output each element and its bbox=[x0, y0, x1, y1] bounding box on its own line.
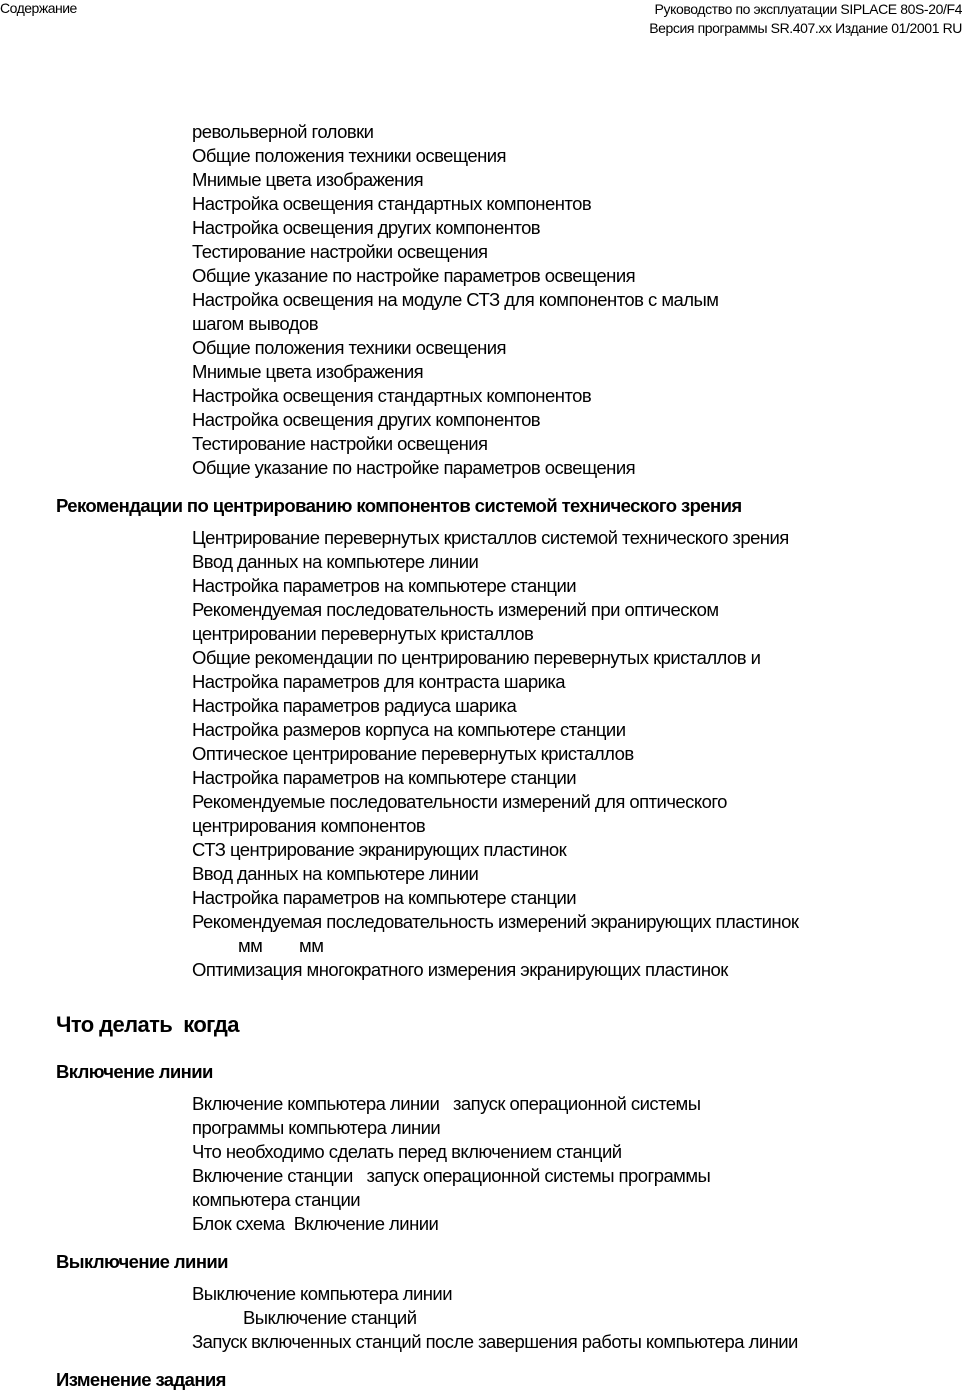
toc-entry[interactable]: Выключение компьютера линии bbox=[192, 1283, 452, 1304]
toc-entry[interactable]: Общие указание по настройке параметров освещения bbox=[192, 265, 636, 286]
toc-entry[interactable]: Настройка параметров на компьютере станции bbox=[192, 575, 577, 596]
toc-entry[interactable]: Общие положения техники освещения bbox=[192, 145, 507, 166]
toc-entry[interactable]: Ввод данных на компьютере линии bbox=[192, 551, 479, 572]
toc-entry[interactable]: Общие положения техники освещения bbox=[192, 337, 507, 358]
toc-entry[interactable]: Настройка освещения стандартных компонентов bbox=[192, 193, 592, 214]
toc-entry[interactable]: Настройка параметров радиуса шарика bbox=[192, 695, 517, 716]
header-manual-info bbox=[649, 0, 962, 38]
toc-entry[interactable]: Настройка параметров для контраста шарика bbox=[192, 671, 566, 692]
toc-entry[interactable]: револьверной головки bbox=[192, 121, 374, 142]
toc-entry[interactable]: Настройка освещения других компонентов bbox=[192, 409, 541, 430]
toc-entry[interactable]: Включение станции запуск операционной системы программы bbox=[192, 1165, 711, 1186]
toc-entry[interactable]: Блок схема Включение линии bbox=[192, 1213, 439, 1234]
toc-entry[interactable]: Настройка освещения стандартных компонентов bbox=[192, 385, 592, 406]
toc-entry[interactable]: Настройка параметров на компьютере станции bbox=[192, 887, 577, 908]
toc-entry[interactable]: Запуск включенных станций после завершения работы компьютера линии bbox=[192, 1331, 798, 1352]
section-heading[interactable]: Включение линии bbox=[56, 1061, 213, 1082]
toc-entry[interactable]: Что необходимо сделать перед включением станций bbox=[192, 1141, 622, 1162]
toc-entry[interactable]: центрировании перевернутых кристаллов bbox=[192, 623, 534, 644]
toc-entry[interactable]: Оптимизация многократного измерения экранирующих пластинок bbox=[192, 959, 728, 980]
toc-entry[interactable]: Оптическое центрирование перевернутых кристаллов bbox=[192, 743, 634, 764]
toc-entry[interactable]: мм мм bbox=[238, 935, 324, 956]
toc-entry[interactable]: Общие рекомендации по центрированию перевернутых кристаллов и bbox=[192, 647, 761, 668]
toc-entry[interactable]: Центрирование перевернутых кристаллов системой технического зрения bbox=[192, 527, 789, 548]
toc-entry[interactable]: Настройка освещения на модуле СТЗ для компонентов с малым bbox=[192, 289, 719, 310]
header-manual-title: Руководство по эксплуатации SIPLACE 80S-20/F4 bbox=[654, 1, 962, 17]
toc-entry[interactable]: Рекомендуемые последовательности измерений для оптического bbox=[192, 791, 727, 812]
toc-entry[interactable]: центрирования компонентов bbox=[192, 815, 426, 836]
toc-entry[interactable]: Ввод данных на компьютере линии bbox=[192, 863, 479, 884]
toc-entry[interactable]: Включение компьютера линии запуск операционной системы bbox=[192, 1093, 701, 1114]
toc-entry[interactable]: Общие указание по настройке параметров освещения bbox=[192, 457, 636, 478]
chapter-heading[interactable]: Что делать когда bbox=[56, 1012, 239, 1037]
toc-entry[interactable]: Настройка параметров на компьютере станции bbox=[192, 767, 577, 788]
toc-entry[interactable]: СТЗ центрирование экранирующих пластинок bbox=[192, 839, 567, 860]
section-heading[interactable]: Рекомендации по центрированию компонентов системой технического зрения bbox=[56, 495, 742, 516]
toc-entry[interactable]: Настройка размеров корпуса на компьютере станции bbox=[192, 719, 626, 740]
toc-entry[interactable]: Рекомендуемая последовательность измерений при оптическом bbox=[192, 599, 719, 620]
toc-entry[interactable]: шагом выводов bbox=[192, 313, 319, 334]
header-version: Версия программы SR.407.xx Издание 01/2001 RU bbox=[649, 20, 962, 36]
section-heading[interactable]: Изменение задания bbox=[56, 1369, 226, 1390]
toc-entry[interactable]: Мнимые цвета изображения bbox=[192, 361, 424, 382]
toc-entry[interactable]: Тестирование настройки освещения bbox=[192, 241, 488, 262]
toc-entry[interactable]: Настройка освещения других компонентов bbox=[192, 217, 541, 238]
toc-entry[interactable]: Выключение станций bbox=[243, 1307, 417, 1328]
header-section-title: Содержание bbox=[0, 0, 77, 16]
toc-entry[interactable]: программы компьютера линии bbox=[192, 1117, 441, 1138]
toc-entry[interactable]: компьютера станции bbox=[192, 1189, 361, 1210]
toc-entry[interactable]: Мнимые цвета изображения bbox=[192, 169, 424, 190]
section-heading[interactable]: Выключение линии bbox=[56, 1251, 228, 1272]
toc-entry[interactable]: Рекомендуемая последовательность измерений экранирующих пластинок bbox=[192, 911, 799, 932]
toc-entry[interactable]: Тестирование настройки освещения bbox=[192, 433, 488, 454]
